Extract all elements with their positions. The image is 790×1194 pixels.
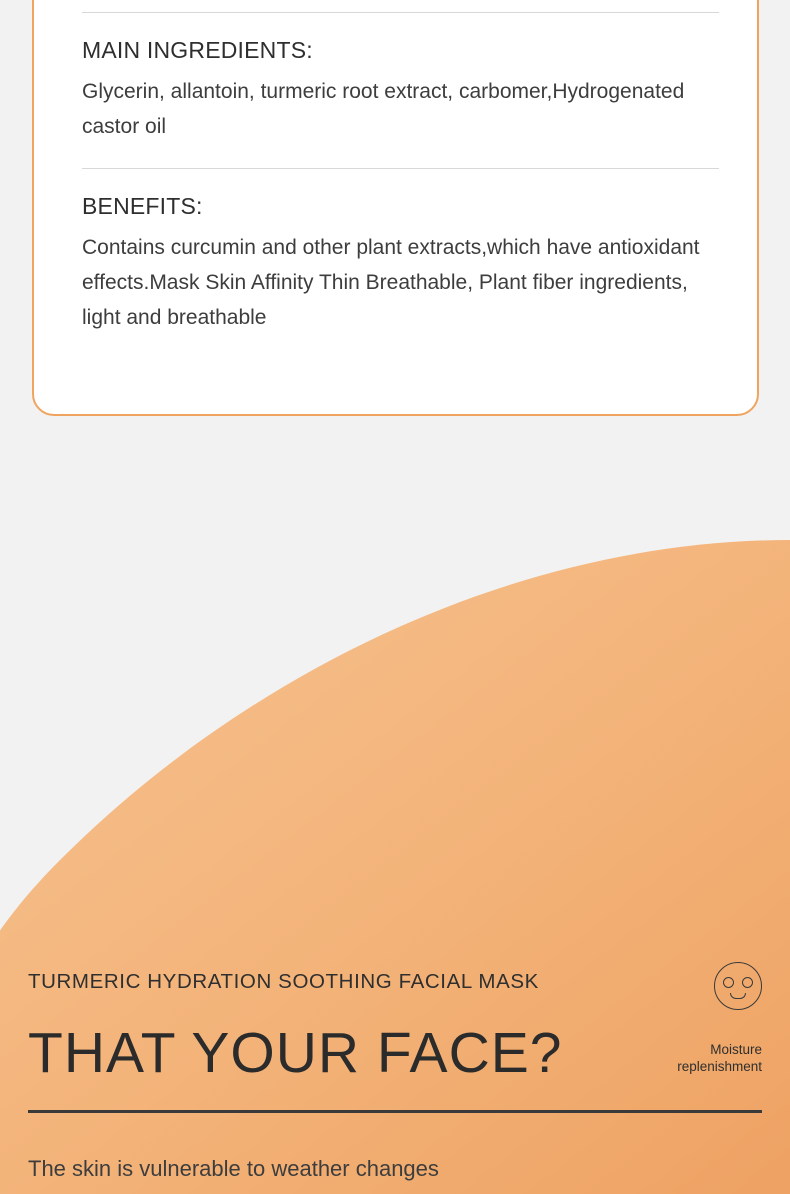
face-mask-eye-right-icon	[742, 977, 753, 988]
benefits-text: Contains curcumin and other plant extracts,which have antioxidant effects.Mask Skin Affinity Thin Breathable, Plant fiber ingredients, light and breathable	[82, 236, 700, 329]
curve-shape	[0, 520, 790, 1194]
card-divider-top	[82, 12, 719, 13]
moisture-badge-caption-line1: Moisture	[710, 1042, 762, 1057]
moisture-badge-caption	[642, 1041, 762, 1075]
product-info-card	[32, 0, 759, 416]
orange-curve-band	[0, 520, 790, 1194]
hero-subtext: The skin is vulnerable to weather changes	[28, 1156, 439, 1181]
hero-headline: THAT YOUR FACE?	[28, 1021, 563, 1085]
ingredients-text: Glycerin, allantoin, turmeric root extract, carbomer,Hydrogenated castor oil	[82, 80, 685, 138]
face-mask-icon	[714, 962, 762, 1010]
benefits-heading: BENEFITS:	[82, 193, 203, 219]
moisture-badge	[642, 962, 762, 1075]
face-mask-eye-left-icon	[723, 977, 734, 988]
moisture-badge-caption-line2: replenishment	[677, 1059, 762, 1074]
product-info-card-content	[82, 12, 719, 359]
ingredients-heading: MAIN INGREDIENTS:	[82, 37, 313, 63]
curve-fill	[0, 540, 790, 1194]
hero-kicker: TURMERIC HYDRATION SOOTHING FACIAL MASK	[28, 970, 539, 993]
hero-underline	[28, 1110, 762, 1113]
face-mask-mouth-icon	[730, 993, 746, 999]
card-divider-middle	[82, 168, 719, 169]
